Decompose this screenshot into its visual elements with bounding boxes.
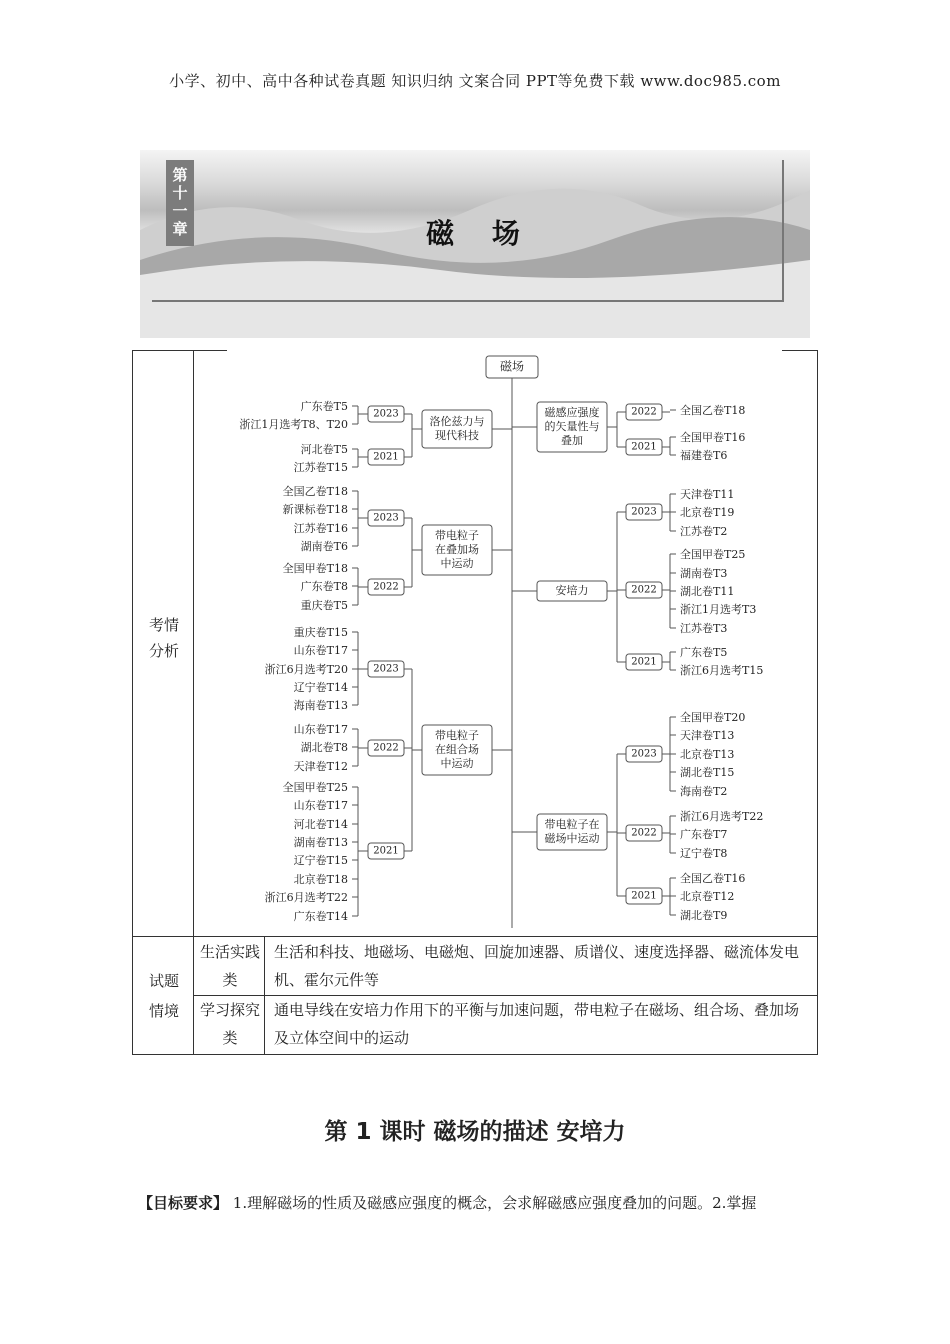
- source-item: 全国甲卷T18: [282, 562, 348, 575]
- year-badge-label: 2022: [631, 584, 657, 596]
- source-item: 新课标卷T18: [282, 503, 348, 516]
- source-item: 河北卷T5: [300, 443, 348, 456]
- year-badge-label: 2022: [373, 581, 399, 593]
- source-item: 天津卷T13: [680, 729, 735, 742]
- year-badge-label: 2021: [631, 890, 657, 902]
- source-item: 湖北卷T11: [680, 585, 735, 598]
- source-item: 湖南卷T13: [293, 836, 348, 849]
- year-badge-label: 2023: [373, 663, 399, 675]
- year-badge-label: 2021: [631, 441, 657, 453]
- source-item: 海南卷T13: [293, 699, 348, 712]
- lesson-title: 第 1 课时 磁场的描述 安培力: [324, 1119, 626, 1145]
- source-item: 全国乙卷T16: [680, 872, 746, 885]
- sub-text-life: 生活和科技、地磁场、电磁炮、回旋加速器、质谱仪、速度选择器、磁流体发电机、霍尔元件等: [274, 943, 800, 989]
- source-item: 浙江6月选考T22: [680, 810, 764, 823]
- source-item: 浙江6月选考T15: [680, 664, 764, 677]
- right-topic-0-label: 的矢量性与: [544, 420, 600, 433]
- year-badge-label: 2021: [631, 656, 657, 668]
- source-item: 全国乙卷T18: [680, 404, 746, 417]
- source-item: 天津卷T12: [293, 760, 348, 773]
- source-item: 辽宁卷T8: [680, 847, 728, 860]
- source-item: 湖北卷T8: [300, 741, 348, 754]
- source-item: 浙江6月选考T20: [264, 663, 348, 676]
- root-node-label: 磁场: [499, 359, 525, 374]
- source-item: 福建卷T6: [680, 449, 728, 462]
- sub-label-life: 生活实践类: [200, 943, 261, 989]
- source-item: 北京卷T12: [680, 890, 735, 903]
- source-item: 江苏卷T2: [680, 525, 728, 538]
- year-badge-label: 2023: [373, 512, 399, 524]
- source-item: 重庆卷T15: [293, 626, 348, 639]
- left-topic-1-label: 带电粒子: [435, 529, 479, 542]
- source-item: 广东卷T5: [680, 646, 728, 659]
- source-item: 广东卷T14: [293, 910, 348, 923]
- source-item: 湖南卷T3: [680, 567, 728, 580]
- source-item: 辽宁卷T14: [293, 681, 348, 694]
- source-item: 全国甲卷T20: [680, 711, 746, 724]
- source-item: 山东卷T17: [293, 723, 348, 736]
- right-topic-1-label: 安培力: [555, 584, 589, 597]
- left-topic-1-label: 中运动: [440, 557, 474, 570]
- left-topic-1-label: 在叠加场: [435, 543, 479, 556]
- source-item: 湖北卷T9: [680, 909, 728, 922]
- mind-map: [194, 350, 814, 936]
- year-badge-label: 2023: [631, 748, 657, 760]
- source-item: 广东卷T8: [300, 580, 348, 593]
- left-topic-0-label: 现代科技: [435, 429, 479, 442]
- source-item: 河北卷T14: [293, 818, 348, 831]
- left-topic-2-label: 中运动: [440, 757, 474, 770]
- chapter-title: 磁 场: [426, 217, 534, 250]
- year-badge-label: 2022: [631, 406, 657, 418]
- row-label-analysis: 考情分析: [148, 616, 179, 660]
- year-badge-label: 2022: [631, 827, 657, 839]
- year-badge-label: 2021: [373, 451, 399, 463]
- source-item: 全国甲卷T25: [680, 548, 746, 561]
- source-item: 北京卷T13: [680, 748, 735, 761]
- year-badge-label: 2022: [373, 742, 399, 754]
- source-item: 江苏卷T16: [293, 522, 348, 535]
- source-item: 海南卷T2: [680, 785, 728, 798]
- right-topic-2-label: 磁场中运动: [544, 832, 600, 845]
- source-item: 广东卷T5: [300, 400, 348, 413]
- source-item: 山东卷T17: [293, 644, 348, 657]
- source-item: 浙江1月选考T3: [680, 603, 757, 616]
- source-item: 全国甲卷T16: [680, 431, 746, 444]
- source-item: 湖北卷T15: [680, 766, 735, 779]
- year-badge-label: 2023: [373, 408, 399, 420]
- source-item: 重庆卷T5: [300, 599, 348, 612]
- right-topic-2-label: 带电粒子在: [544, 818, 600, 831]
- right-topic-0-label: 叠加: [561, 434, 583, 447]
- source-item: 北京卷T19: [680, 506, 735, 519]
- sub-text-study: 通电导线在安培力作用下的平衡与加速问题，带电粒子在磁场、组合场、叠加场及立体空间中的运动: [274, 1001, 800, 1047]
- source-item: 天津卷T11: [680, 488, 735, 501]
- year-badge-label: 2021: [373, 845, 399, 857]
- source-item: 浙江1月选考T8、T20: [239, 418, 348, 431]
- right-topic-0-label: 磁感应强度: [544, 406, 600, 419]
- year-badge-label: 2023: [631, 506, 657, 518]
- source-item: 浙江6月选考T22: [264, 891, 348, 904]
- source-item: 山东卷T17: [293, 799, 348, 812]
- source-item: 江苏卷T15: [293, 461, 348, 474]
- goal-requirements: [138, 1192, 838, 1213]
- left-topic-2-label: 带电粒子: [435, 729, 479, 742]
- goal-label: 【目标要求】: [138, 1194, 229, 1212]
- source-item: 湖南卷T6: [300, 540, 348, 553]
- left-topic-2-label: 在组合场: [435, 743, 479, 756]
- source-item: 辽宁卷T15: [293, 854, 348, 867]
- source-item: 全国乙卷T18: [282, 485, 348, 498]
- row-label-context: 试题情境: [148, 972, 179, 1020]
- source-item: 广东卷T7: [680, 828, 728, 841]
- source-item: 全国甲卷T25: [282, 781, 348, 794]
- source-item: 北京卷T18: [293, 873, 348, 886]
- chapter-label: 第 十 一 章: [166, 160, 194, 246]
- sub-label-study: 学习探究类: [200, 1001, 261, 1047]
- left-topic-0-label: 洛伦兹力与: [429, 415, 485, 428]
- goal-text: 1.理解磁场的性质及磁感应强度的概念，会求解磁感应强度叠加的问题。2.掌握: [232, 1194, 757, 1212]
- exam-analysis-table: [132, 350, 818, 1055]
- page-header: 小学、初中、高中各种试卷真题 知识归纳 文案合同 PPT等免费下载 www.doc985.com: [169, 72, 781, 90]
- source-item: 江苏卷T3: [680, 622, 728, 635]
